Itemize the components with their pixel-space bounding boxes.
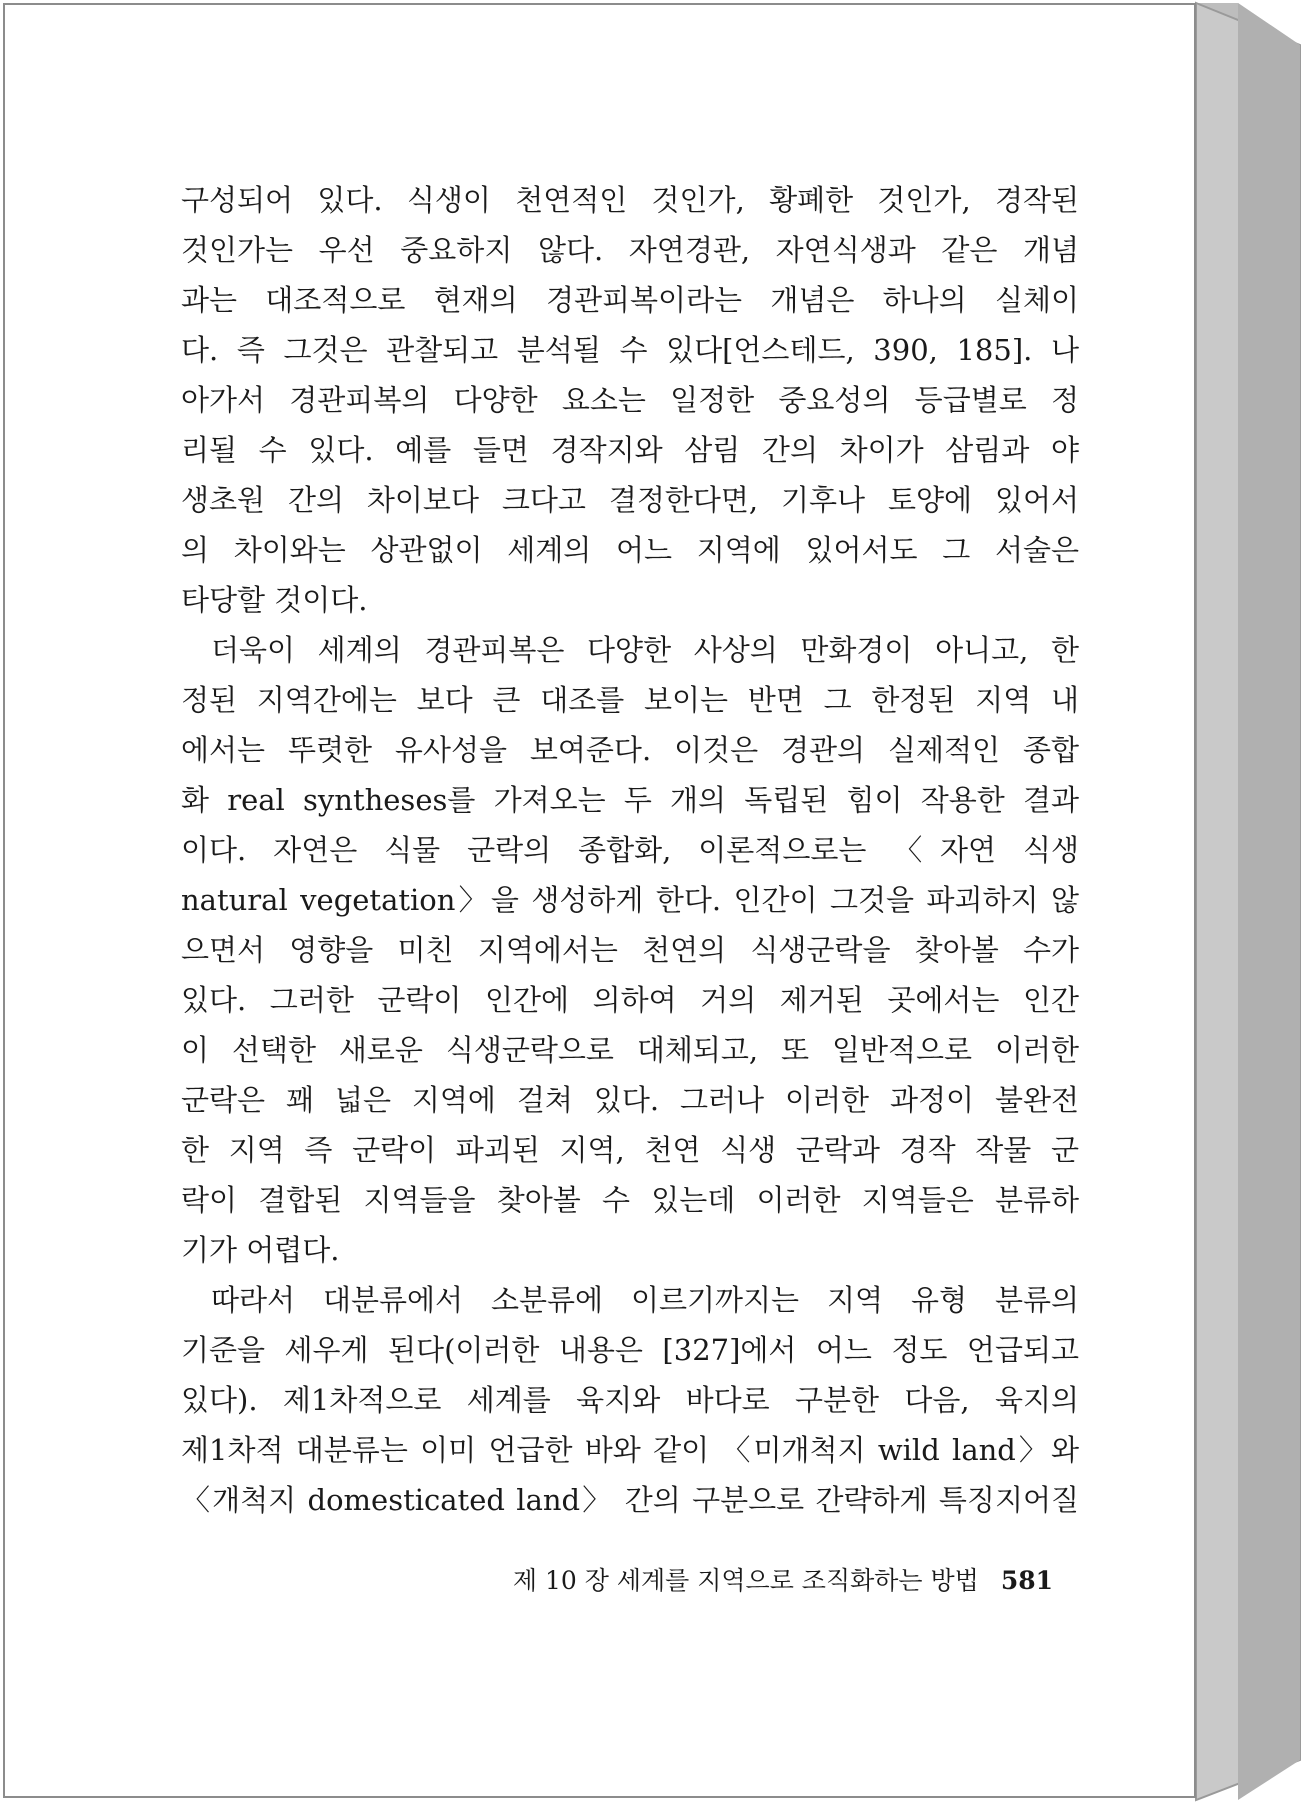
paragraph-2	[181, 625, 1079, 1275]
chapter-title: 제 10 장 세계를 지역으로 조직화하는 방법	[512, 1566, 979, 1595]
text-line: 이 선택한 새로운 식생군락으로 대체되고, 또 일반적으로 이러한	[181, 1033, 1079, 1067]
text-line: 따라서 대분류에서 소분류에 이르기까지는 지역 유형 분류의	[211, 1283, 1079, 1317]
text-line: 있다. 그러한 군락이 인간에 의하여 거의 제거된 곳에서는 인간	[181, 983, 1079, 1017]
text-line: 이다. 자연은 식물 군락의 종합화, 이론적으로는 〈자연 식생	[181, 833, 1079, 867]
running-footer	[493, 1561, 1053, 1601]
text-line: 리될 수 있다. 예를 들면 경작지와 삼림 간의 차이가 삼림과 야	[181, 433, 1079, 467]
body-text	[181, 175, 1079, 1525]
book-page	[3, 3, 1196, 1798]
text-line: 과는 대조적으로 현재의 경관피복이라는 개념은 하나의 실체이	[181, 283, 1079, 317]
paragraph-3	[181, 1275, 1079, 1525]
text-line: 의 차이와는 상관없이 세계의 어느 지역에 있어서도 그 서술은	[181, 533, 1079, 567]
text-line: 더욱이 세계의 경관피복은 다양한 사상의 만화경이 아니고, 한	[211, 633, 1079, 667]
text-line: 으면서 영향을 미친 지역에서는 천연의 식생군락을 찾아볼 수가	[181, 933, 1079, 967]
text-line: natural vegetation〉을 생성하게 한다. 인간이 그것을 파괴하지 않	[181, 883, 1079, 917]
paragraph-1	[181, 175, 1079, 625]
text-line: 아가서 경관피복의 다양한 요소는 일정한 중요성의 등급별로 정	[181, 383, 1079, 417]
text-line: 군락은 꽤 넓은 지역에 걸쳐 있다. 그러나 이러한 과정이 불완전	[181, 1083, 1079, 1117]
text-line: 다. 즉 그것은 관찰되고 분석될 수 있다[언스테드, 390, 185]. 나	[181, 333, 1079, 367]
text-line: 락이 결합된 지역들을 찾아볼 수 있는데 이러한 지역들은 분류하	[181, 1183, 1079, 1217]
text-line: 제1차적 대분류는 이미 언급한 바와 같이 〈미개척지 wild land〉와	[181, 1433, 1079, 1467]
text-line: 기준을 세우게 된다(이러한 내용은 [327]에서 어느 정도 언급되고	[181, 1333, 1079, 1367]
text-line: 정된 지역간에는 보다 큰 대조를 보이는 반면 그 한정된 지역 내	[181, 683, 1079, 717]
text-line: 〈개척지 domesticated land〉 간의 구분으로 간략하게 특징지어질	[181, 1483, 1079, 1517]
book-spine-shade	[1238, 3, 1300, 1800]
text-line: 화 real syntheses를 가져오는 두 개의 독립된 힘이 작용한 결과	[181, 783, 1079, 817]
page-number: 581	[1000, 1566, 1053, 1595]
text-line: 기가 어렵다.	[181, 1233, 340, 1267]
text-line: 있다). 제1차적으로 세계를 육지와 바다로 구분한 다음, 육지의	[181, 1383, 1079, 1417]
text-line: 타당할 것이다.	[181, 583, 368, 617]
text-line: 구성되어 있다. 식생이 천연적인 것인가, 황폐한 것인가, 경작된	[181, 183, 1079, 217]
text-line: 에서는 뚜렷한 유사성을 보여준다. 이것은 경관의 실제적인 종합	[181, 733, 1079, 767]
text-line: 것인가는 우선 중요하지 않다. 자연경관, 자연식생과 같은 개념	[181, 233, 1079, 267]
text-line: 생초원 간의 차이보다 크다고 결정한다면, 기후나 토양에 있어서	[181, 483, 1079, 517]
text-line: 한 지역 즉 군락이 파괴된 지역, 천연 식생 군락과 경작 작물 군	[181, 1133, 1079, 1167]
